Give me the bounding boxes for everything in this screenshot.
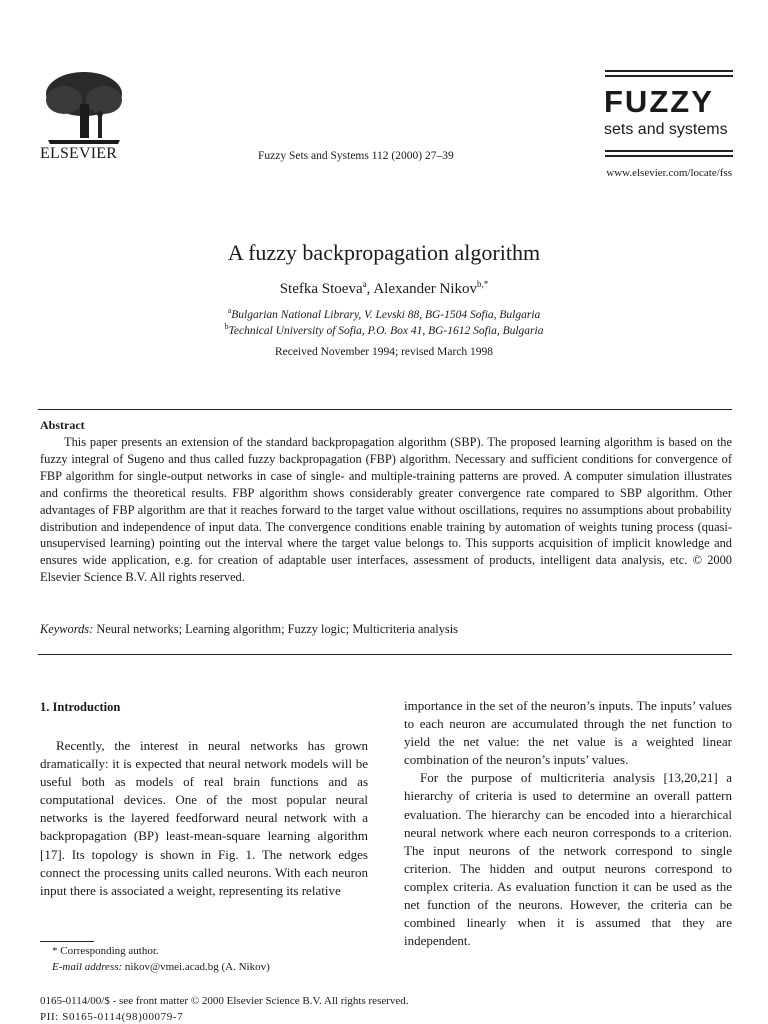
intro-paragraph-2: importance in the set of the neuron’s inputs. The inputs’ values to each neuron are accumulated through the net function to yield the net value: the net value is a weighted linear combination of the neuron’s inputs’ values. — [404, 698, 732, 768]
email-address[interactable]: nikov@vmei.acad.bg (A. Nikov) — [122, 961, 270, 973]
keywords-label: Keywords: — [40, 622, 94, 636]
author-2: Alexander Nikov — [373, 281, 478, 297]
divider-top — [38, 409, 732, 410]
intro-paragraph-3: For the purpose of multicriteria analysis [13,20,21] a hierarchy of criteria is used to determine an overall pattern evaluation. The hierarchy can be encoded into a hierarchical neural network where each neuron corresponds to a criterion. The input neurons of the network correspond to single criterion. The hidden and output neurons correspond to complex criteria. As evaluation function it can be used as the net function of the neurons. However, the criteria can be combined linearly when it is assumed that they are independent. — [404, 770, 732, 949]
affiliation-b: $^b$Technical University of Sofia, P.O. Box 41, BG-1612 Sofia, Bulgaria — [224, 322, 544, 337]
journal-brand-subtitle: sets and systems — [604, 121, 728, 138]
author-1-affil-mark: a — [362, 279, 367, 289]
footnote-email — [52, 961, 270, 973]
author-1: Stefka Stoeva — [279, 281, 363, 297]
corresponding-star: * — [483, 279, 489, 289]
email-label: E-mail address: — [52, 961, 123, 973]
left-column — [40, 737, 368, 900]
journal-url[interactable]: www.elsevier.com/locate/fss — [606, 167, 732, 179]
abstract-body: This paper presents an extension of the standard backpropagation algorithm (SBP). The proposed learning algorithm is based on the fuzzy integral of Sugeno and thus called fuzzy backpropagation (FBP) algorithm. Necessary and sufficient conditions for convergence of FBP algorithm for single-output networks in case of single- and multiple-training patterns are proved. A computer simulation illustrates and confirms the theoretical results. FBP algorithm shows considerably greater convergence rate compared to SBP algorithm. Other advantages of FBP algorithm are that it reaches forward to the target value without oscillations, requires no assumptions about probability distribution and independence of input data. The convergence conditions enable training by automation of weights tuning process (quasi-unsupervised learning) pointing out the interval where the target value belongs to. This supports acquisition of implicit knowledge and ensures wide application, e.g. for creation of adaptable user interfaces, assessment of products, intelligent data analysis, etc. © 2000 Elsevier Science B.V. All rights reserved. — [40, 435, 732, 585]
intro-paragraph-1: Recently, the interest in neural networks has grown dramatically: it is expected that neural network models will be useful both as models of real brain functions and as computational devices. One of the most popular neural networks is the layered feedforward neural network with a backpropagation (BP) least-mean-square learning algorithm [17]. Its topology is shown in Fig. 1. The network edges connect the processing units called neurons. With each neuron input there is associated a weight, representing its relative — [40, 738, 368, 898]
tree-logo-icon — [38, 70, 130, 144]
affiliation-a: $^a$Bulgarian National Library, V. Levski 88, BG-1504 Sofia, Bulgaria — [227, 306, 541, 321]
brand-bars-bottom — [605, 150, 733, 160]
copyright-line: 0165-0114/00/$ - see front matter © 2000 Elsevier Science B.V. All rights reserved. — [40, 995, 409, 1007]
received-dates: Received November 1994; revised March 1998 — [274, 346, 494, 358]
affiliation-a-mark: a — [227, 306, 232, 315]
footnote-divider — [40, 941, 94, 942]
elsevier-tree-logo — [38, 70, 130, 144]
journal-brand-title: FUZZY — [604, 84, 714, 119]
footnote-corresponding: * Corresponding author. — [52, 945, 159, 957]
publisher-name: ELSEVIER — [40, 145, 118, 162]
right-column — [404, 697, 732, 950]
abstract-heading: Abstract — [40, 418, 85, 432]
author-2-affil-mark: b,* — [477, 279, 489, 289]
divider-bottom — [38, 654, 732, 655]
pii-identifier: PII: S0165-0114(98)00079-7 — [40, 1011, 184, 1023]
paper-title: A fuzzy backpropagation algorithm — [227, 240, 541, 265]
section-heading-introduction: 1. Introduction — [40, 700, 121, 714]
journal-reference: Fuzzy Sets and Systems 112 (2000) 27–39 — [258, 150, 454, 162]
author-separator: , — [366, 281, 374, 297]
brand-bars-top — [605, 70, 733, 80]
keywords — [40, 622, 458, 637]
affiliation-b-mark: b — [224, 322, 229, 331]
keywords-list: Neural networks; Learning algorithm; Fuzzy logic; Multicriteria analysis — [93, 622, 458, 636]
author-line — [0, 279, 768, 298]
